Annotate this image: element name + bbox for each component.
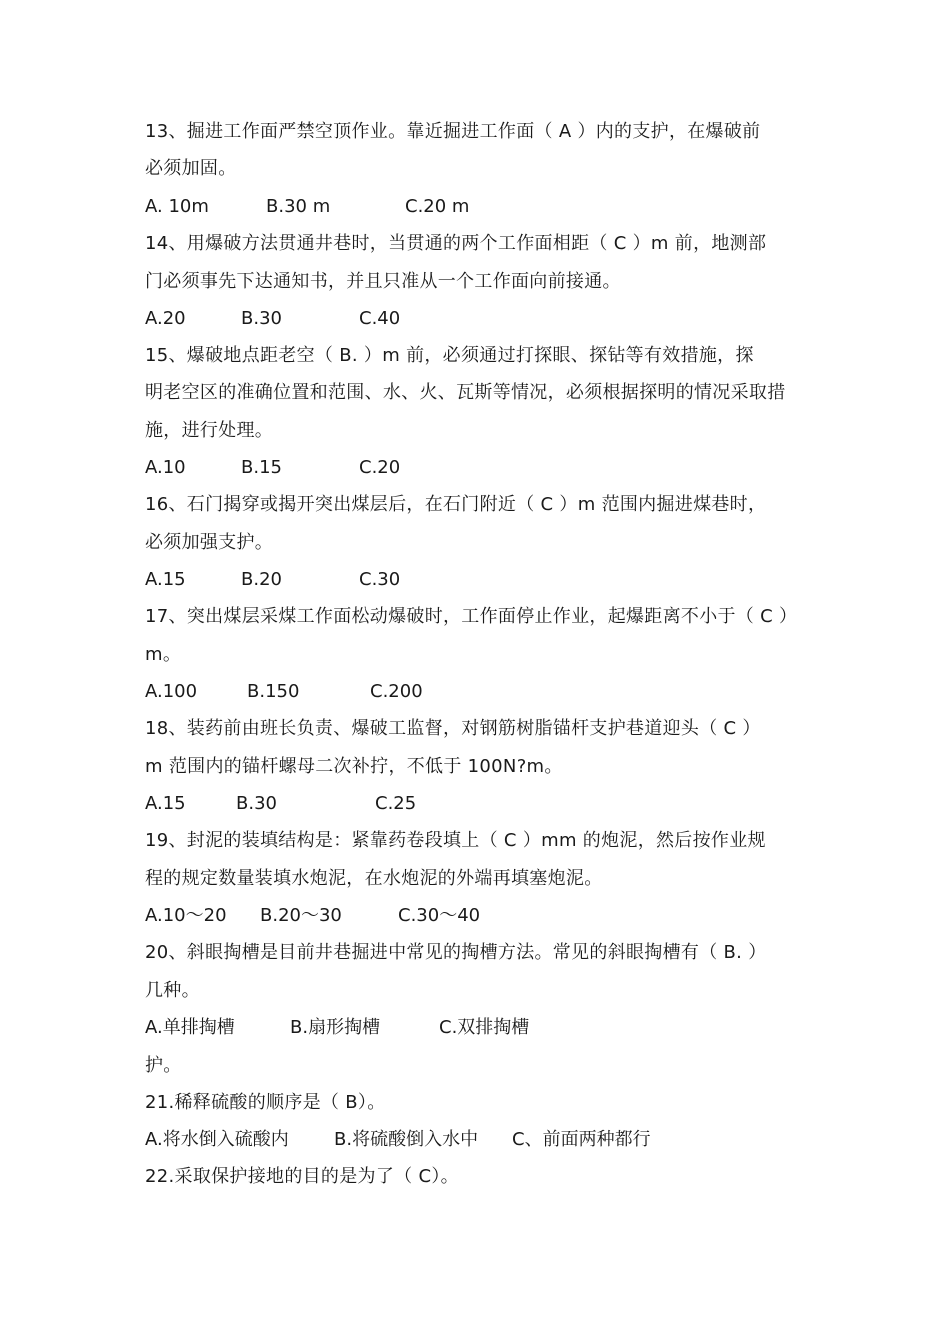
q20-option-a: A.单排掏槽 — [145, 1017, 235, 1038]
q16-option-a: A.15 — [145, 569, 186, 590]
q15-text-line1: 15、爆破地点距老空（ B. ）m 前，必须通过打探眼、探钻等有效措施，探 — [145, 345, 754, 366]
q19-option-c: C.30～40 — [398, 905, 481, 926]
q13-option-a: A. 10m — [145, 196, 209, 217]
q16-option-c: C.30 — [359, 569, 401, 590]
q15-text-line3: 施，进行处理。 — [145, 420, 274, 441]
q14-option-a: A.20 — [145, 308, 186, 329]
q15-option-a: A.10 — [145, 457, 186, 478]
q15-text-line2: 明老空区的准确位置和范围、水、火、瓦斯等情况，必须根据探明的情况采取措 — [145, 382, 786, 403]
q18-option-c: C.25 — [375, 793, 417, 814]
q21-option-c: C、前面两种都行 — [512, 1129, 651, 1150]
q20-option-b: B.扇形掏槽 — [290, 1017, 381, 1038]
q19-option-b: B.20～30 — [260, 905, 342, 926]
q14-option-c: C.40 — [359, 308, 401, 329]
q19-text-line1: 19、封泥的装填结构是：紧靠药卷段填上（ C ）mm 的炮泥，然后按作业规 — [145, 830, 766, 851]
q17-text-line2: m。 — [145, 644, 182, 665]
q17-text-line1: 17、突出煤层采煤工作面松动爆破时，工作面停止作业，起爆距离不小于（ C ） — [145, 606, 798, 627]
q20-option-c: C.双排掏槽 — [439, 1017, 530, 1038]
q22-text-line1: 22.采取保护接地的目的是为了（ C）。 — [145, 1166, 459, 1187]
q20-text-line2: 几种。 — [145, 980, 200, 1001]
q18-text-line1: 18、装药前由班长负责、爆破工监督，对钢筋树脂锚杆支护巷道迎头（ C ） — [145, 718, 761, 739]
q14-text-line2: 门必须事先下达通知书，并且只准从一个工作面向前接通。 — [145, 271, 621, 292]
q14-option-b: B.30 — [241, 308, 282, 329]
stray-text-line: 护。 — [145, 1055, 182, 1076]
q21-text-line1: 21.稀释硫酸的顺序是（ B）。 — [145, 1092, 386, 1113]
q18-option-b: B.30 — [236, 793, 277, 814]
q21-option-a: A.将水倒入硫酸内 — [145, 1129, 289, 1150]
q16-text-line2: 必须加强支护。 — [145, 532, 274, 553]
q19-option-a: A.10～20 — [145, 905, 227, 926]
q15-option-c: C.20 — [359, 457, 401, 478]
q13-text-line1: 13、掘进工作面严禁空顶作业。靠近掘进工作面（ A ）内的支护，在爆破前 — [145, 121, 761, 142]
q13-text-line2: 必须加固。 — [145, 158, 237, 179]
q13-option-b: B.30 m — [266, 196, 331, 217]
q16-text-line1: 16、石门揭穿或揭开突出煤层后，在石门附近（ C ）m 范围内掘进煤巷时， — [145, 494, 767, 515]
q15-option-b: B.15 — [241, 457, 282, 478]
q19-text-line2: 程的规定数量装填水炮泥，在水炮泥的外端再填塞炮泥。 — [145, 868, 603, 889]
q17-option-a: A.100 — [145, 681, 198, 702]
q17-option-b: B.150 — [247, 681, 300, 702]
q16-option-b: B.20 — [241, 569, 282, 590]
q20-text-line1: 20、斜眼掏槽是目前井巷掘进中常见的掏槽方法。常见的斜眼掏槽有（ B. ） — [145, 942, 767, 963]
q17-option-c: C.200 — [370, 681, 423, 702]
q14-text-line1: 14、用爆破方法贯通井巷时，当贯通的两个工作面相距（ C ）m 前，地测部 — [145, 233, 767, 254]
q21-option-b: B.将硫酸倒入水中 — [334, 1129, 479, 1150]
q18-option-a: A.15 — [145, 793, 186, 814]
q18-text-line2: m 范围内的锚杆螺母二次补拧，不低于 100N?m。 — [145, 756, 563, 777]
q13-option-c: C.20 m — [405, 196, 470, 217]
